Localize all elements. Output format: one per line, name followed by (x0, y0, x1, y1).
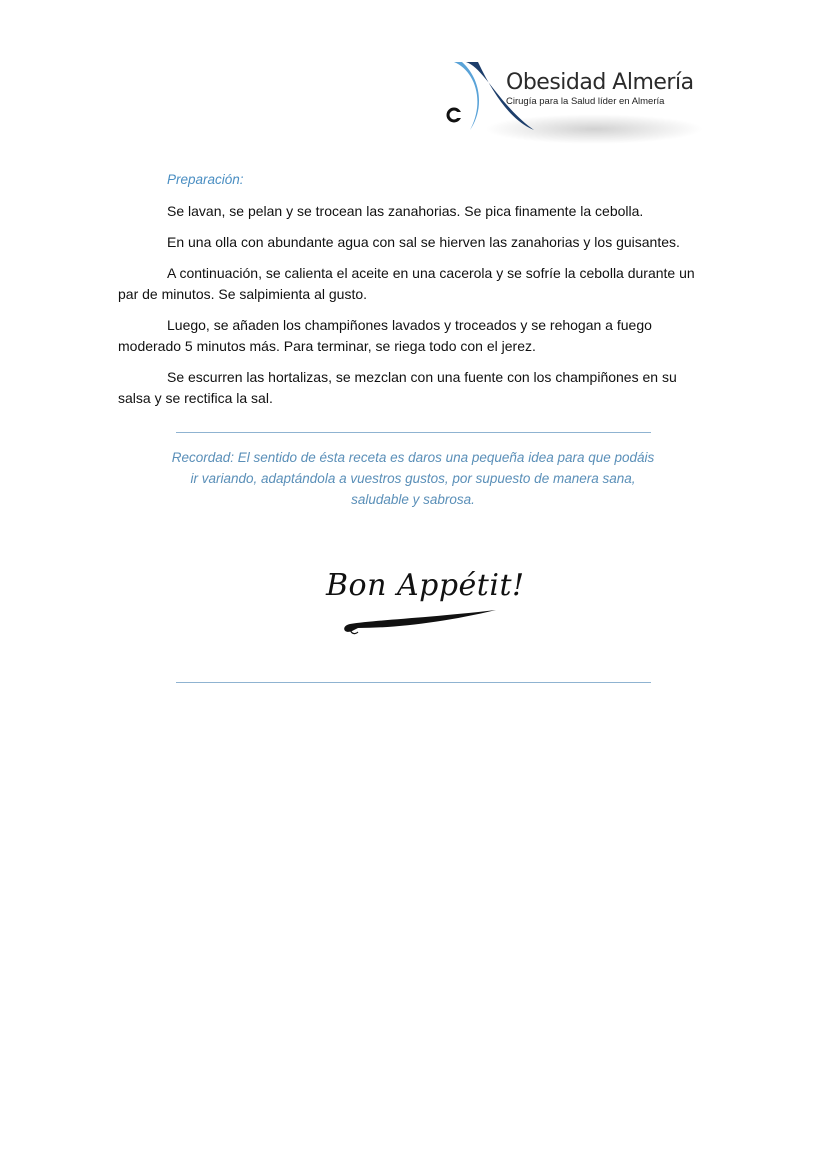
reminder-note: Recordad: El sentido de ésta receta es daros una pequeña idea para que podáis ir variando, adaptándola a vuestros gustos, por supuesto de manera sana, saludable y sabrosa. (171, 450, 655, 507)
obesidad-almeria-logo (444, 60, 704, 155)
logo-subtitle: Cirugía para la Salud líder en Almería (506, 96, 665, 107)
paragraph-3: A continuación, se calienta el aceite en una cacerola y se sofríe la cebolla durante un par de minutos. Se salpimienta al gusto. (118, 265, 695, 302)
section-title: Preparación: (167, 172, 244, 187)
paragraph-2: En una olla con abundante agua con sal se hierven las zanahorias y los guisantes. (167, 234, 680, 250)
logo-title: Obesidad Almería (506, 70, 694, 95)
paragraph-1: Se lavan, se pelan y se trocean las zanahorias. Se pica finamente la cebolla. (167, 203, 644, 219)
bon-appetit-text: Bon Appétit! (326, 568, 525, 603)
divider-top (176, 432, 651, 433)
flourish-icon (336, 602, 506, 638)
paragraph-4: Luego, se añaden los champiñones lavados y troceados y se rehogan a fuego moderado 5 minutos más. Para terminar, se riega todo con el jerez. (118, 317, 652, 354)
divider-bottom (176, 682, 651, 683)
bon-appetit-signature (326, 568, 525, 638)
paragraph-5: Se escurren las hortalizas, se mezclan con una fuente con los champiñones en su salsa y se rectifica la sal. (118, 369, 677, 406)
